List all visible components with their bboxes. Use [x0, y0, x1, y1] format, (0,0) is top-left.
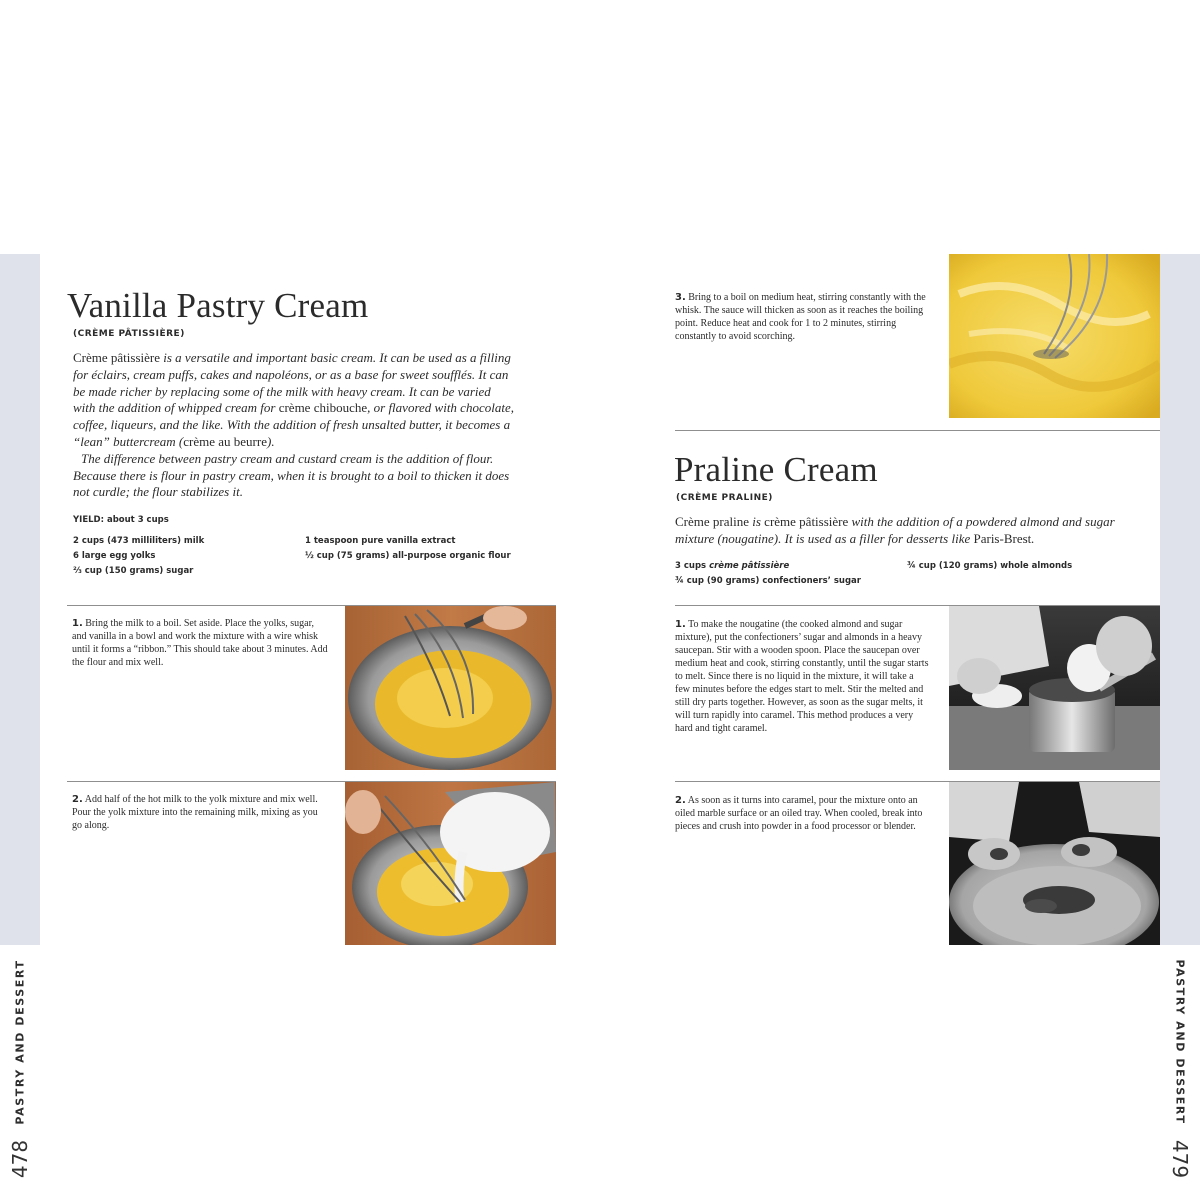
photo-crushed-praline — [949, 782, 1160, 945]
step-text: Add half of the hot milk to the yolk mixture and mix well. Pour the yolk mixture into the remaining milk, mixing as you go along. — [72, 794, 318, 831]
step-text: Bring to a boil on medium heat, stirring constantly with the whisk. The sauce will thicken as soon as it reaches the boiling point. Reduce heat and cook for 1 to 2 minutes, stirring constantly to avoid scorching. — [675, 292, 926, 342]
ingredient-item: ¾ cup (120 grams) whole almonds — [907, 561, 1073, 571]
intro-upright-term: crème au beurre — [183, 433, 267, 449]
intro-text: ). — [266, 433, 275, 449]
recipe-subtitle: (CRÈME PÂTISSIÈRE) — [73, 329, 185, 339]
intro-text: is — [749, 514, 765, 529]
ingredient-item: 6 large egg yolks — [73, 551, 156, 561]
step-number: 1. — [72, 618, 83, 629]
ingredient-text: ¾ cup (90 grams) confectioners’ sugar — [675, 576, 861, 586]
section-label: PASTRY AND DESSERT — [1173, 959, 1187, 1125]
step-text: As soon as it turns into caramel, pour the mixture onto an oiled marble surface or an oiled tray. When cooled, break into pieces and crush into powder in a food processor or blender. — [675, 795, 923, 832]
intro-text: is a versatile and important basic cream. It can be used as a filling for éclairs, cream puffs, cakes and napoléons, or as a base for sweet soufflés. It can be made richer by replacing some of the milk with heavy cream. It can be varied with the addition of whipped cream for — [73, 350, 511, 416]
intro-paragraph-2: The difference between pastry cream and custard cream is the addition of flour. Because there is flour in pastry cream, when it is brought to a boil to thicken it does not curdle; the flour stabilizes it. — [73, 450, 510, 500]
step-number: 2. — [675, 795, 686, 806]
ingredients-column-1 — [73, 534, 204, 579]
intro-text: . — [1031, 530, 1035, 546]
step-text: Bring the milk to a boil. Set aside. Place the yolks, sugar, and vanilla in a bowl and work the mixture with a wire whisk until it forms a “ribbon.” This should take about 3 minutes. Add the flour and mix well. — [72, 618, 328, 668]
step-2 — [72, 793, 330, 832]
ingredient-item: ⅔ cup (150 grams) sugar — [73, 566, 194, 576]
ingredient-item: 2 cups (473 milliliters) milk — [73, 536, 205, 546]
intro-upright-term: Crème pâtissière — [73, 350, 160, 365]
intro-text: , or flavored with chocolate, coffee, liqueurs, and the like. With the addition of fresh unsalted butter, it becomes a “lean” buttercream ( — [73, 400, 514, 449]
intro-upright-term: crème pâtissière — [764, 514, 849, 529]
ingredient-item — [675, 574, 861, 589]
ingredients-column-2 — [305, 534, 511, 564]
photo-saucepan — [949, 606, 1160, 770]
step-number: 1. — [675, 619, 686, 630]
page-number: 478 — [8, 1139, 32, 1179]
yield-label: YIELD: about 3 cups — [73, 515, 169, 525]
recipe-subtitle: (CRÈME PRALINE) — [676, 493, 773, 503]
intro-upright-term: Paris-Brest — [973, 530, 1032, 546]
step-number: 2. — [72, 794, 83, 805]
intro-paragraph-1 — [73, 350, 515, 451]
ingredient-item: 1 teaspoon pure vanilla extract — [305, 536, 456, 546]
page-number: 479 — [1168, 1139, 1192, 1179]
recipe-title: Praline Cream — [674, 450, 878, 489]
step-3 — [675, 291, 930, 343]
intro-text: with the addition of a powdered almond and sugar mixture (nougatine). It is used as a filler for desserts like — [675, 514, 1115, 546]
step-number: 3. — [675, 292, 686, 303]
recipe-intro — [73, 350, 515, 501]
recipe-title: Vanilla Pastry Cream — [67, 286, 369, 325]
step-1 — [72, 617, 330, 669]
step-2 — [675, 794, 930, 833]
ingredient-item — [675, 559, 861, 574]
ingredients-column-2 — [907, 559, 1072, 574]
ingredients-column-1 — [675, 559, 861, 589]
intro-upright-term: crème chibouche — [278, 400, 368, 416]
photo-whisking-yolks — [345, 606, 556, 770]
section-label: PASTRY AND DESSERT — [13, 959, 27, 1125]
intro-upright-term: Crème praline — [675, 514, 749, 529]
recipe-intro — [675, 514, 1145, 548]
right-page-side-tab — [1160, 254, 1200, 1179]
step-text: To make the nougatine (the cooked almond and sugar mixture), put the confectioners’ sugar and almonds in a heavy saucepan. Stir with a wooden spoon. Place the saucepan over medium heat and cook, stirring constantly, until the sugar starts to melt. Since there is no liquid in the mixture, it will take a few minutes before the edges start to melt. Stir the melted and still dry parts together. However, as soon as the sugar melts, it will turn rapidly into caramel. This method produces a very hard and tight caramel. — [675, 619, 929, 734]
photo-thickened-cream — [949, 254, 1160, 418]
photo-pouring-milk — [345, 782, 556, 945]
ingredient-item: ½ cup (75 grams) all-purpose organic flour — [305, 551, 511, 561]
ingredient-text: 3 cups — [675, 561, 710, 571]
ingredient-text: crème pâtissière — [709, 561, 790, 571]
left-page-side-tab — [0, 254, 40, 1179]
step-1 — [675, 618, 930, 735]
divider — [675, 430, 1160, 431]
